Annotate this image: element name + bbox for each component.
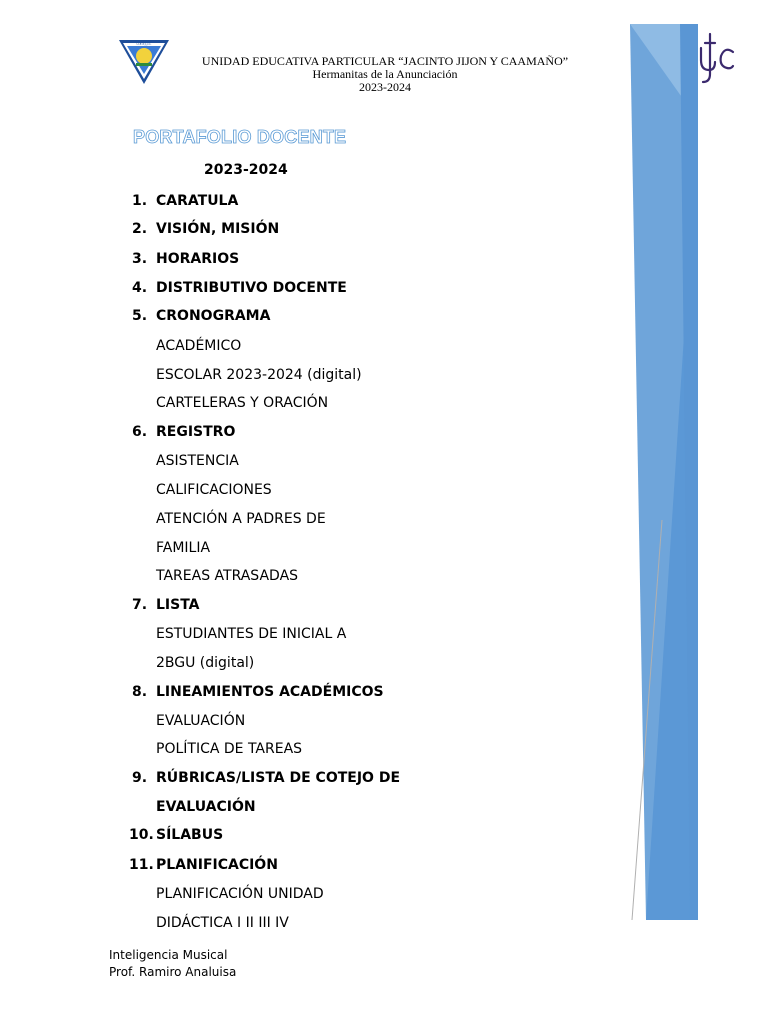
list-item [132, 221, 280, 237]
list-label: SÍLABUS [156, 827, 224, 843]
list-item [132, 424, 236, 440]
footer-teacher: Prof. Ramiro Analuisa [109, 965, 237, 979]
list-label: EVALUACIÓN [156, 799, 256, 815]
list-label: CRONOGRAMA [156, 308, 271, 324]
list-number: 4. [132, 280, 148, 296]
sub-item: TAREAS ATRASADAS [156, 568, 299, 584]
list-label: LISTA [156, 597, 200, 613]
list-label: HORARIOS [156, 251, 240, 267]
sub-item: DIDÁCTICA I II III IV [156, 915, 289, 931]
svg-text:U.E.P.J.J.C.: U.E.P.J.J.C. [136, 42, 152, 46]
sub-item: EVALUACIÓN [156, 713, 246, 729]
list-item [132, 308, 271, 324]
school-crest-logo [118, 39, 170, 85]
list-item [132, 684, 384, 700]
school-name: UNIDAD EDUCATIVA PARTICULAR “JACINTO JIJON Y CAAMAÑO” [201, 54, 569, 68]
sub-item: POLÍTICA DE TAREAS [156, 741, 303, 757]
list-item-continuation [156, 799, 256, 815]
list-item [132, 251, 240, 267]
list-number: 3. [132, 251, 148, 267]
list-label: DISTRIBUTIVO DOCENTE [156, 280, 347, 296]
sub-item: 2BGU (digital) [156, 655, 255, 671]
ujc-logo [695, 26, 739, 92]
list-label: REGISTRO [156, 424, 236, 440]
page-footer [109, 947, 236, 981]
list-item [132, 280, 347, 296]
footer-subject: Inteligencia Musical [109, 948, 228, 962]
list-label: RÚBRICAS/LISTA DE COTEJO DE [156, 770, 401, 786]
list-item [129, 827, 224, 843]
sub-item: ASISTENCIA [156, 453, 239, 469]
sub-item: ESCOLAR 2023-2024 (digital) [156, 367, 362, 383]
sub-item: CALIFICACIONES [156, 482, 272, 498]
header-year: 2023-2024 [359, 80, 411, 94]
list-item [129, 857, 278, 873]
sub-item: ESTUDIANTES DE INICIAL A [156, 626, 347, 642]
list-number: 11. [129, 857, 154, 873]
list-number: 5. [132, 308, 148, 324]
list-number: 2. [132, 221, 148, 237]
portfolio-period: 2023-2024 [204, 162, 288, 178]
list-item [132, 193, 239, 209]
list-number: 8. [132, 684, 148, 700]
list-number: 7. [132, 597, 148, 613]
portfolio-title: PORTAFOLIO DOCENTE [133, 127, 347, 147]
list-number: 1. [132, 193, 148, 209]
list-number: 6. [132, 424, 148, 440]
congregation-name: Hermanitas de la Anunciación [312, 67, 458, 81]
list-label: PLANIFICACIÓN [156, 857, 278, 873]
school-header [190, 55, 580, 94]
list-item [132, 770, 401, 786]
sub-item: ATENCIÓN A PADRES DE [156, 511, 326, 527]
list-label: LINEAMIENTOS ACADÉMICOS [156, 684, 384, 700]
list-item [132, 597, 200, 613]
list-number: 10. [129, 827, 154, 843]
list-label: CARATULA [156, 193, 239, 209]
sub-item: ACADÉMICO [156, 338, 242, 354]
sub-item: PLANIFICACIÓN UNIDAD [156, 886, 324, 902]
list-label: VISIÓN, MISIÓN [156, 221, 280, 237]
list-number: 9. [132, 770, 148, 786]
sub-item: CARTELERAS Y ORACIÓN [156, 395, 329, 411]
sub-item: FAMILIA [156, 540, 211, 556]
